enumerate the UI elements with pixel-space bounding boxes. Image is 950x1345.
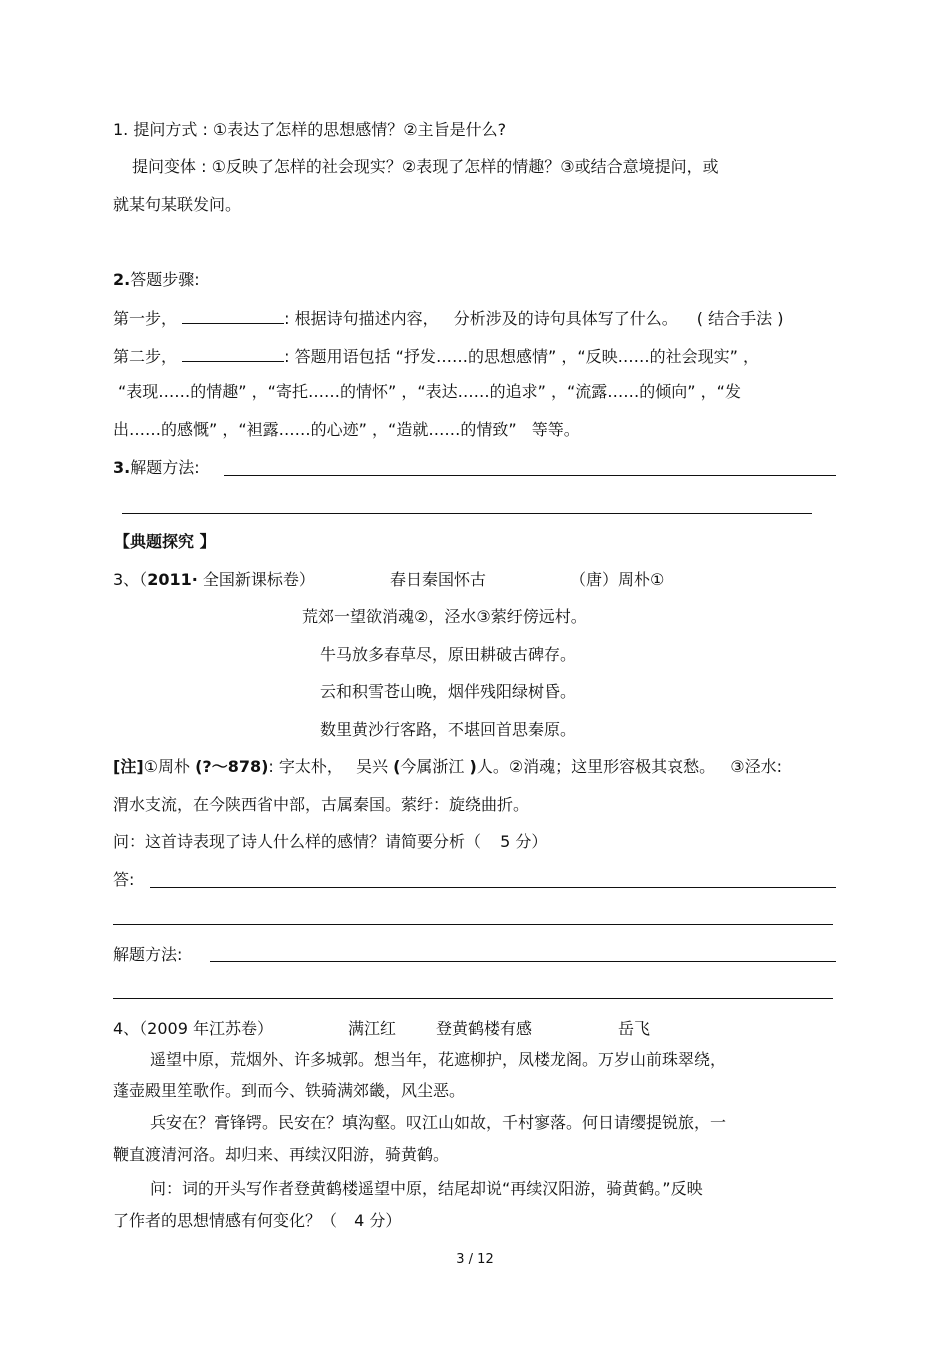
q3-answer-line-1[interactable]	[224, 475, 836, 476]
poem1-method-label: 解题方法:	[113, 945, 183, 964]
step2-line2: “表现……的情趣” ，“寄托……的情怀” ，“表达……的追求” ，“流露……的倾向” ，“发	[118, 382, 741, 401]
poem1-method-line-2[interactable]	[113, 998, 833, 999]
note-e: (	[393, 757, 401, 776]
q1-line3: 就某句某联发问。	[113, 195, 242, 214]
poem1-year: 2011·	[147, 570, 198, 589]
step2-line3	[113, 420, 580, 440]
q2-step2	[113, 345, 759, 367]
note-f: 今属浙江	[400, 757, 465, 776]
q3-answer-line-2[interactable]	[122, 513, 812, 514]
poem1-line-4: 数里黄沙行客路，不堪回首思秦原。	[320, 720, 577, 739]
poem1-line-3: 云和积雪苍山晚，烟伴残阳绿树昏。	[320, 682, 577, 701]
poem1-question	[113, 832, 547, 852]
step2-label: 第二步，	[113, 347, 178, 366]
q3-title-line	[113, 458, 200, 478]
poem2-p2-line2: 鞭直渡清河洛。却归来、再续汉阳游，骑黄鹤。	[113, 1145, 450, 1164]
poem1-line-2: 牛马放多春草尽，原田耕破古碑存。	[320, 645, 577, 664]
q2-title-line	[113, 270, 200, 290]
poem1-line-1: 荒郊一望欲消魂②，泾水③萦纡傍远村。	[302, 607, 587, 626]
poem2-question-text: 了作者的思想情感有何变化？（	[113, 1211, 338, 1230]
poem2-p1-line1: 遥望中原，荒烟外、许多城郭。想当年，花遮柳护，凤楼龙阁。万岁山前珠翠绕，	[150, 1050, 727, 1069]
poem2-question-line2	[113, 1211, 401, 1231]
note-c: : 字太朴，	[268, 757, 343, 776]
poem2-question-line1: 问：词的开头写作者登黄鹤楼遥望中原，结尾却说“再续汉阳游，骑黄鹤。”反映	[150, 1179, 703, 1198]
note-prefix: [注]	[113, 757, 144, 776]
poem1-answer-line-1[interactable]	[150, 887, 836, 888]
step2-tail: 等等。	[531, 420, 580, 439]
note-h: 人。②消魂；这里形容极其哀愁。	[476, 757, 716, 776]
poem1-answer-label: 答:	[113, 870, 135, 889]
step2-text: : 答题用语包括 “抒发……的思想感情” ，“反映……的社会现实” ，	[284, 347, 760, 366]
q1-line1	[113, 120, 506, 140]
poem1-question-text: 问：这首诗表现了诗人什么样的感情？请简要分析（	[113, 832, 482, 851]
q1-line2: 提问变体 : ①反映了怎样的社会现实？②表现了怎样的情趣？③或结合意境提问，或	[132, 157, 719, 176]
step2-blank[interactable]	[182, 345, 284, 362]
step2-line3-text: 出……的感慨” ，“袒露……的心迹” ，“造就……的情致”	[113, 420, 517, 439]
q2-number: 2.	[113, 270, 131, 289]
q3-number: 3.	[113, 458, 131, 477]
q1-text: 提问方式 : ①表达了怎样的思想感情？②主旨是什么?	[133, 120, 507, 139]
step1-blank[interactable]	[182, 307, 284, 324]
q2-title: 答题步骤:	[130, 270, 200, 289]
poem1-score: 5 分）	[500, 832, 548, 851]
note-b: (?～878)	[195, 757, 269, 776]
poem1-author: （唐）周朴①	[570, 570, 665, 589]
poem2-author: 岳飞	[618, 1019, 651, 1038]
poem1-number: 3、（	[113, 570, 148, 589]
step1-label: 第一步，	[113, 309, 178, 328]
note-g: )	[469, 757, 477, 776]
poem1-note-line1	[113, 757, 782, 777]
step1-text2: 分析涉及的诗句具体写了什么。	[453, 309, 678, 328]
example-header: 【典题探究 】	[114, 532, 216, 551]
poem1-method-line-1[interactable]	[210, 961, 836, 962]
poem2-score: 4 分）	[354, 1211, 402, 1230]
poem2-title: 满江红	[348, 1019, 397, 1038]
poem1-note-line2: 渭水支流，在今陕西省中部，古属秦国。萦纡：旋绕曲折。	[113, 795, 530, 814]
note-a: ①周朴	[143, 757, 190, 776]
page-number: 3 / 12	[456, 1252, 494, 1267]
poem1-header	[113, 570, 315, 590]
step1-text: : 根据诗句描述内容，	[284, 309, 439, 328]
step1-note: ( 结合手法 )	[696, 309, 784, 328]
poem2-p2-line1: 兵安在？膏锋锷。民安在？填沟壑。叹江山如故，千村寥落。何日请缨提锐旅，一	[150, 1113, 727, 1132]
poem2-p1-line2: 蓬壶殿里笙歌作。到而今、铁骑满郊畿，风尘恶。	[113, 1081, 466, 1100]
note-d: 吴兴	[355, 757, 388, 776]
q3-title: 解题方法:	[130, 458, 200, 477]
poem2-number: 4、（2009 年江苏卷）	[113, 1019, 273, 1038]
poem1-source: 全国新课标卷）	[202, 570, 315, 589]
q1-number: 1.	[113, 120, 129, 139]
note-i: ③泾水:	[730, 757, 783, 776]
poem1-answer-line-2[interactable]	[113, 924, 833, 925]
poem2-subtitle: 登黄鹤楼有感	[436, 1019, 533, 1038]
q2-step1	[113, 307, 783, 329]
poem1-title: 春日秦国怀古	[390, 570, 487, 589]
